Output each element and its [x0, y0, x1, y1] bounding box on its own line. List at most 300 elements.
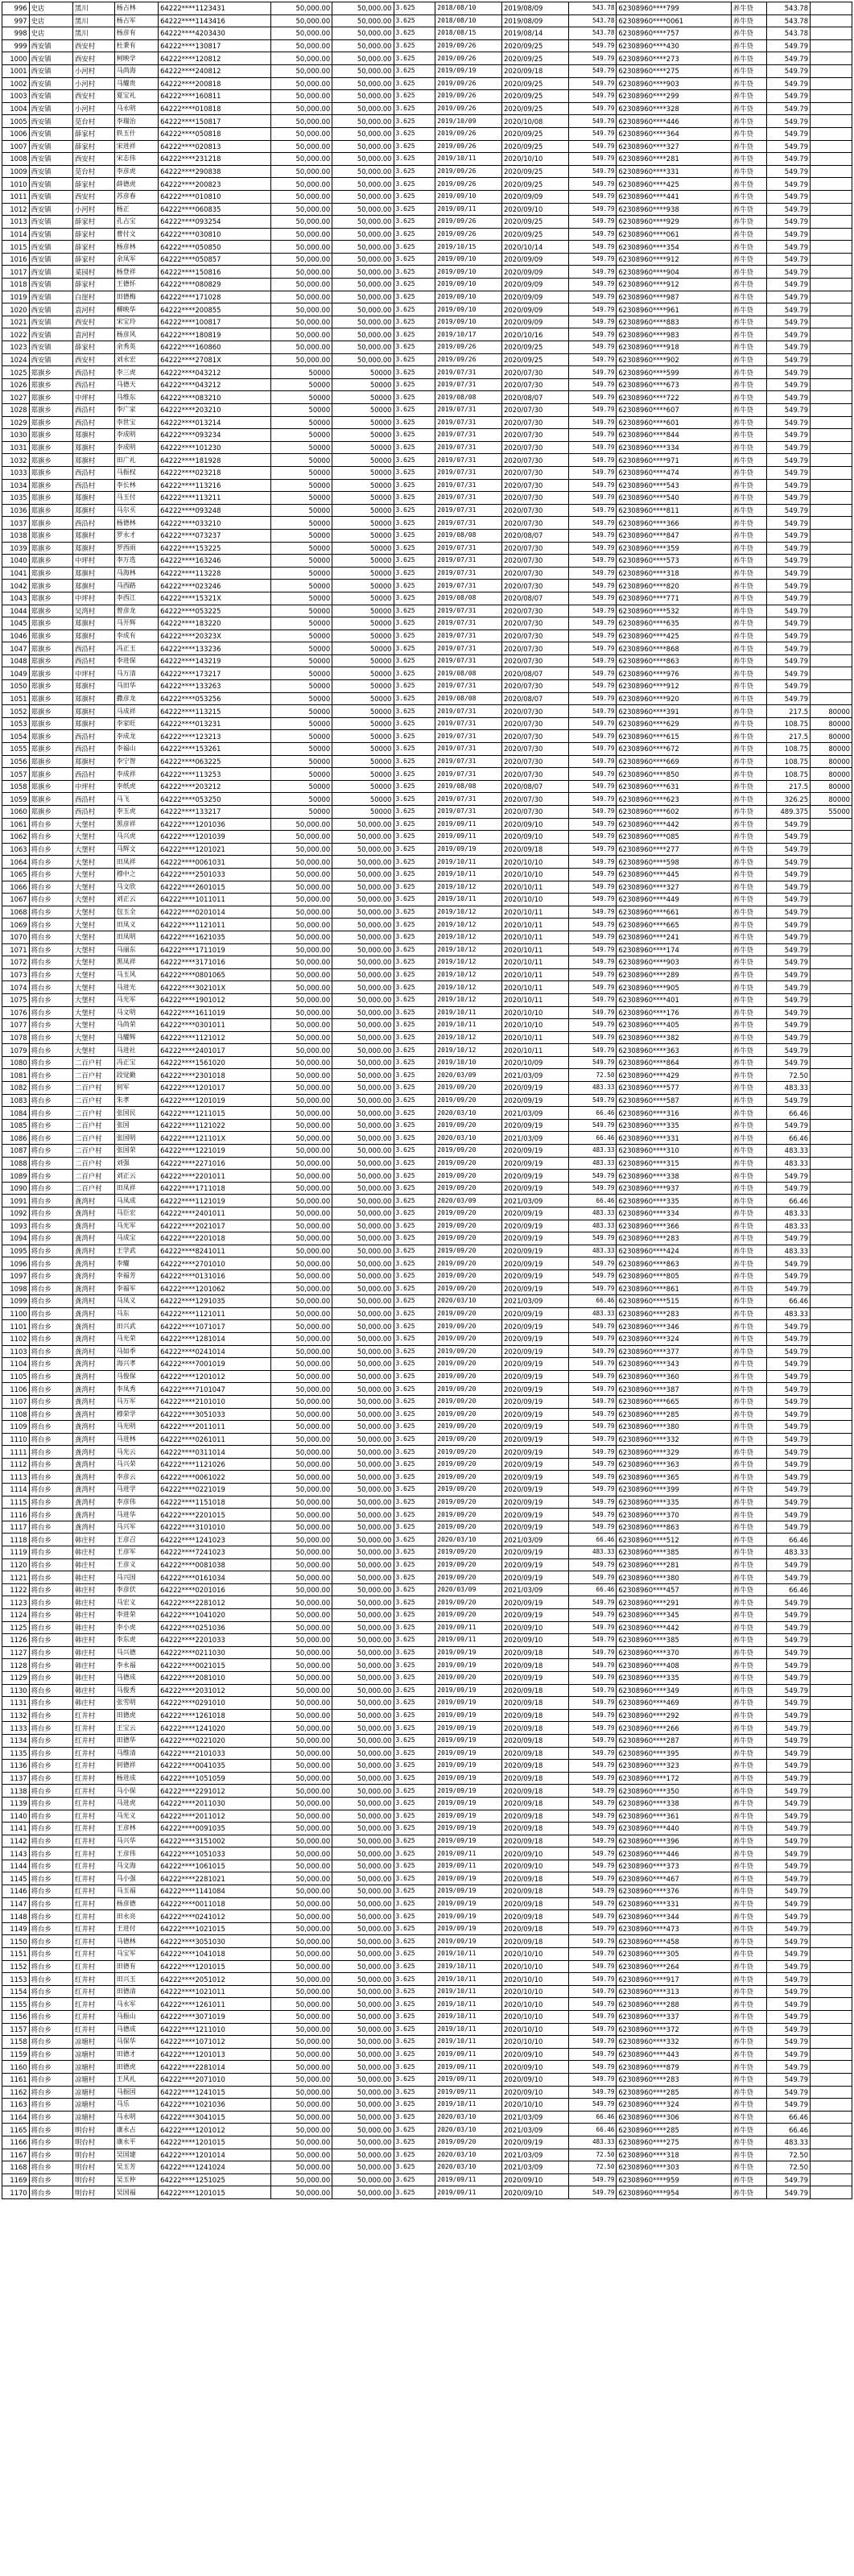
loan-end-date-cell: 2020/09/19 — [502, 1145, 569, 1158]
extra-amount-cell: 80000 — [811, 793, 852, 806]
loan-type-cell: 养牛贷 — [731, 555, 766, 568]
interest-cell: 549.79 — [568, 1358, 617, 1371]
id-number-cell: 64222****0201014 — [159, 906, 271, 919]
row-number-cell: 1119 — [2, 1546, 30, 1559]
id-number-cell: 64222****020813 — [159, 140, 271, 153]
bank-card-cell: 62308960****365 — [617, 1471, 731, 1484]
village-cell: 小河村 — [72, 203, 114, 216]
township-cell: 将台乡 — [29, 1395, 72, 1408]
interest-rate-cell: 3.625 — [394, 642, 435, 655]
loan-amount-cell: 50000 — [270, 617, 332, 630]
bank-card-cell: 62308960****820 — [617, 580, 731, 592]
extra-amount-cell — [811, 1583, 852, 1596]
loan-type-cell: 养牛贷 — [731, 429, 766, 442]
village-cell: 郑旗村 — [72, 504, 114, 517]
village-cell: 明台村 — [72, 2136, 114, 2149]
village-cell: 韩庄村 — [72, 1571, 114, 1584]
balance-cell: 50,000.00 — [332, 2161, 394, 2174]
subsidy-cell: 108.75 — [766, 717, 810, 730]
loan-start-date-cell: 2020/03/09 — [435, 1069, 502, 1082]
bank-card-cell: 62308960****401 — [617, 993, 731, 1006]
interest-cell: 483.33 — [568, 1157, 617, 1170]
table-row — [2, 1985, 852, 1998]
table-row — [2, 1760, 852, 1773]
bank-card-cell: 62308960****335 — [617, 1496, 731, 1509]
table-row — [2, 1446, 852, 1459]
id-number-cell: 64222****240812 — [159, 64, 271, 77]
extra-amount-cell — [811, 1182, 852, 1195]
interest-rate-cell: 3.625 — [394, 228, 435, 241]
borrower-name-cell: 马成宝 — [114, 1232, 158, 1245]
interest-rate-cell: 3.625 — [394, 190, 435, 203]
loan-start-date-cell: 2019/09/20 — [435, 1408, 502, 1421]
row-number-cell: 1041 — [2, 567, 30, 580]
row-number-cell: 1093 — [2, 1220, 30, 1232]
township-cell: 将台乡 — [29, 1307, 72, 1320]
subsidy-cell: 549.79 — [766, 140, 810, 153]
balance-cell: 50,000.00 — [332, 1006, 394, 1019]
extra-amount-cell — [811, 216, 852, 229]
bank-card-cell: 62308960****361 — [617, 1810, 731, 1823]
loan-amount-cell: 50000 — [270, 404, 332, 417]
extra-amount-cell — [811, 1295, 852, 1308]
id-number-cell: 64222****2301018 — [159, 1069, 271, 1082]
interest-cell: 549.79 — [568, 1722, 617, 1735]
township-cell: 将台乡 — [29, 1847, 72, 1860]
loan-type-cell: 养牛贷 — [731, 881, 766, 894]
extra-amount-cell — [811, 366, 852, 379]
loan-type-cell: 养牛贷 — [731, 1558, 766, 1571]
loan-amount-cell: 50,000.00 — [270, 1509, 332, 1521]
township-cell: 将台乡 — [29, 919, 72, 931]
bank-card-cell: 62308960****442 — [617, 1621, 731, 1634]
bank-card-cell: 62308960****385 — [617, 1634, 731, 1647]
loan-start-date-cell: 2019/09/20 — [435, 1458, 502, 1471]
loan-amount-cell: 50,000.00 — [270, 1659, 332, 1672]
loan-end-date-cell: 2020/09/10 — [502, 1847, 569, 1860]
subsidy-cell: 549.79 — [766, 216, 810, 229]
balance-cell: 50,000.00 — [332, 1332, 394, 1345]
row-number-cell: 1108 — [2, 1408, 30, 1421]
interest-cell: 549.79 — [568, 1872, 617, 1885]
loan-end-date-cell: 2020/09/18 — [502, 1747, 569, 1760]
bank-card-cell: 62308960****665 — [617, 919, 731, 931]
bank-card-cell: 62308960****354 — [617, 241, 731, 254]
interest-rate-cell: 3.625 — [394, 617, 435, 630]
bank-card-cell: 62308960****310 — [617, 1145, 731, 1158]
subsidy-cell: 483.33 — [766, 1145, 810, 1158]
village-cell: 明台村 — [72, 2161, 114, 2174]
bank-card-cell: 62308960****515 — [617, 1295, 731, 1308]
row-number-cell: 1028 — [2, 404, 30, 417]
village-cell: 红井村 — [72, 1973, 114, 1986]
interest-rate-cell: 3.625 — [394, 2161, 435, 2174]
loan-end-date-cell: 2020/10/11 — [502, 943, 569, 956]
extra-amount-cell — [811, 1697, 852, 1710]
bank-card-cell: 62308960****376 — [617, 1885, 731, 1898]
interest-rate-cell: 3.625 — [394, 1408, 435, 1421]
township-cell: 将台乡 — [29, 831, 72, 844]
balance-cell: 50,000.00 — [332, 1885, 394, 1898]
row-number-cell: 1154 — [2, 1985, 30, 1998]
loan-end-date-cell: 2020/09/09 — [502, 291, 569, 303]
township-cell: 将台乡 — [29, 1119, 72, 1132]
loan-type-cell: 养牛贷 — [731, 2061, 766, 2074]
borrower-name-cell: 穆荣学 — [114, 1408, 158, 1421]
bank-card-cell: 62308960****299 — [617, 90, 731, 103]
loan-amount-cell: 50000 — [270, 517, 332, 530]
loan-end-date-cell: 2020/09/18 — [502, 1910, 569, 1923]
loan-start-date-cell: 2019/09/26 — [435, 353, 502, 366]
borrower-name-cell: 马兴军 — [114, 1521, 158, 1534]
loan-type-cell: 养牛贷 — [731, 981, 766, 994]
balance-cell: 50,000.00 — [332, 1220, 394, 1232]
bank-card-cell: 62308960****543 — [617, 479, 731, 492]
bank-card-cell: 62308960****976 — [617, 667, 731, 680]
table-row — [2, 253, 852, 266]
row-number-cell: 1064 — [2, 856, 30, 869]
village-cell: 韩庄村 — [72, 1558, 114, 1571]
id-number-cell: 64222****130817 — [159, 39, 271, 52]
table-row — [2, 1671, 852, 1684]
borrower-name-cell: 马兴虎 — [114, 831, 158, 844]
balance-cell: 50000 — [332, 404, 394, 417]
village-cell: 西沿村 — [72, 479, 114, 492]
loan-end-date-cell: 2020/09/25 — [502, 127, 569, 140]
subsidy-cell: 108.75 — [766, 768, 810, 781]
interest-cell: 549.79 — [568, 2186, 617, 2199]
balance-cell: 50,000.00 — [332, 279, 394, 291]
table-row — [2, 1998, 852, 2011]
loan-end-date-cell: 2020/09/18 — [502, 1646, 569, 1659]
loan-start-date-cell: 2019/09/19 — [435, 1760, 502, 1773]
balance-cell: 50000 — [332, 580, 394, 592]
loan-amount-cell: 50,000.00 — [270, 2061, 332, 2074]
id-number-cell: 64222****0801065 — [159, 968, 271, 981]
loan-start-date-cell: 2019/09/20 — [435, 1119, 502, 1132]
loan-amount-cell: 50,000.00 — [270, 2036, 332, 2049]
borrower-name-cell: 马德天 — [114, 378, 158, 391]
village-cell: 西安村 — [72, 153, 114, 166]
table-row — [2, 667, 852, 680]
row-number-cell: 999 — [2, 39, 30, 52]
row-number-cell: 1155 — [2, 1998, 30, 2011]
row-number-cell: 1057 — [2, 768, 30, 781]
township-cell: 将台乡 — [29, 1810, 72, 1823]
township-cell: 将台乡 — [29, 1998, 72, 2011]
loan-amount-cell: 50,000.00 — [270, 993, 332, 1006]
township-cell: 将台乡 — [29, 1132, 72, 1145]
loan-start-date-cell: 2019/09/11 — [435, 818, 502, 831]
row-number-cell: 1136 — [2, 1760, 30, 1773]
bank-card-cell: 62308960****883 — [617, 316, 731, 328]
interest-cell: 549.79 — [568, 1458, 617, 1471]
subsidy-cell: 549.79 — [766, 617, 810, 630]
table-row — [2, 1069, 852, 1082]
bank-card-cell: 62308960****844 — [617, 429, 731, 442]
borrower-name-cell: 马文欣 — [114, 881, 158, 894]
loan-end-date-cell: 2020/09/25 — [502, 341, 569, 354]
village-cell: 二百户村 — [72, 1107, 114, 1120]
row-number-cell: 1142 — [2, 1835, 30, 1847]
subsidy-cell: 549.79 — [766, 1521, 810, 1534]
balance-cell: 50,000.00 — [332, 1897, 394, 1910]
interest-rate-cell: 3.625 — [394, 1646, 435, 1659]
loan-end-date-cell: 2020/09/19 — [502, 1446, 569, 1459]
interest-rate-cell: 3.625 — [394, 1320, 435, 1333]
loan-end-date-cell: 2020/09/25 — [502, 52, 569, 65]
interest-cell: 549.79 — [568, 768, 617, 781]
row-number-cell: 1043 — [2, 592, 30, 605]
row-number-cell: 1052 — [2, 705, 30, 718]
extra-amount-cell: 80000 — [811, 780, 852, 793]
loan-amount-cell: 50000 — [270, 542, 332, 555]
subsidy-cell: 549.79 — [766, 2023, 810, 2036]
interest-rate-cell: 3.625 — [394, 2011, 435, 2024]
id-number-cell: 64222****1201014 — [159, 2149, 271, 2161]
township-cell: 西安镇 — [29, 291, 72, 303]
loan-start-date-cell: 2019/10/17 — [435, 328, 502, 341]
id-number-cell: 64222****2291012 — [159, 1785, 271, 1798]
balance-cell: 50,000.00 — [332, 1973, 394, 1986]
table-row — [2, 1395, 852, 1408]
loan-end-date-cell: 2020/07/30 — [502, 404, 569, 417]
interest-cell: 549.79 — [568, 279, 617, 291]
id-number-cell: 64222****2401017 — [159, 1044, 271, 1057]
extra-amount-cell — [811, 529, 852, 542]
row-number-cell: 1087 — [2, 1145, 30, 1158]
loan-end-date-cell: 2020/09/18 — [502, 1797, 569, 1810]
id-number-cell: 64222****093234 — [159, 429, 271, 442]
loan-type-cell: 养牛贷 — [731, 2011, 766, 2024]
row-number-cell: 1058 — [2, 780, 30, 793]
loan-end-date-cell: 2020/08/07 — [502, 667, 569, 680]
township-cell: 将台乡 — [29, 2086, 72, 2099]
loan-amount-cell: 50,000.00 — [270, 2011, 332, 2024]
township-cell: 西安镇 — [29, 127, 72, 140]
interest-rate-cell: 3.625 — [394, 1785, 435, 1798]
village-cell: 凉塘村 — [72, 2111, 114, 2124]
row-number-cell: 1025 — [2, 366, 30, 379]
row-number-cell: 1013 — [2, 216, 30, 229]
bank-card-cell: 62308960****331 — [617, 1897, 731, 1910]
township-cell: 将台乡 — [29, 1659, 72, 1672]
interest-rate-cell: 3.625 — [394, 1145, 435, 1158]
loan-start-date-cell: 2019/09/20 — [435, 1433, 502, 1446]
table-row — [2, 1245, 852, 1257]
interest-cell: 549.79 — [568, 366, 617, 379]
extra-amount-cell — [811, 1847, 852, 1860]
borrower-name-cell: 黑彦祥 — [114, 818, 158, 831]
subsidy-cell: 549.79 — [766, 1408, 810, 1421]
loan-type-cell: 养牛贷 — [731, 1082, 766, 1095]
interest-rate-cell: 3.625 — [394, 717, 435, 730]
subsidy-cell: 326.25 — [766, 793, 810, 806]
village-cell: 大堡村 — [72, 931, 114, 943]
loan-type-cell: 养牛贷 — [731, 743, 766, 756]
id-number-cell: 64222****053225 — [159, 605, 271, 617]
interest-rate-cell: 3.625 — [394, 868, 435, 881]
bank-card-cell: 62308960****174 — [617, 943, 731, 956]
balance-cell: 50,000.00 — [332, 291, 394, 303]
row-number-cell: 1038 — [2, 529, 30, 542]
township-cell: 将台乡 — [29, 818, 72, 831]
interest-cell: 549.79 — [568, 1998, 617, 2011]
interest-cell: 549.79 — [568, 441, 617, 454]
balance-cell: 50,000.00 — [332, 2149, 394, 2161]
interest-cell: 549.79 — [568, 642, 617, 655]
loan-start-date-cell: 2019/10/12 — [435, 943, 502, 956]
interest-cell: 549.79 — [568, 492, 617, 505]
loan-start-date-cell: 2019/09/11 — [435, 2061, 502, 2074]
village-cell: 红井村 — [72, 1772, 114, 1785]
row-number-cell: 1010 — [2, 178, 30, 191]
loan-type-cell: 养牛贷 — [731, 630, 766, 642]
extra-amount-cell — [811, 190, 852, 203]
extra-amount-cell — [811, 617, 852, 630]
subsidy-cell: 549.79 — [766, 1571, 810, 1584]
extra-amount-cell — [811, 14, 852, 27]
village-cell: 薛家村 — [72, 341, 114, 354]
subsidy-cell: 549.79 — [766, 1697, 810, 1710]
bank-card-cell: 62308960****395 — [617, 1747, 731, 1760]
bank-card-cell: 62308960****329 — [617, 1446, 731, 1459]
table-row — [2, 630, 852, 642]
balance-cell: 50000 — [332, 605, 394, 617]
township-cell: 西安镇 — [29, 64, 72, 77]
bank-card-cell: 62308960****904 — [617, 266, 731, 279]
loan-end-date-cell: 2020/07/30 — [502, 492, 569, 505]
id-number-cell: 64222****1071012 — [159, 2036, 271, 2049]
loan-amount-cell: 50000 — [270, 605, 332, 617]
balance-cell: 50,000.00 — [332, 1195, 394, 1208]
interest-cell: 549.79 — [568, 1282, 617, 1295]
table-row — [2, 755, 852, 768]
row-number-cell: 1092 — [2, 1208, 30, 1220]
loan-type-cell: 养牛贷 — [731, 1646, 766, 1659]
extra-amount-cell — [811, 1307, 852, 1320]
table-row — [2, 77, 852, 90]
bank-card-cell: 62308960****337 — [617, 2011, 731, 2024]
loan-end-date-cell: 2020/09/19 — [502, 1269, 569, 1282]
loan-type-cell: 养牛贷 — [731, 14, 766, 27]
extra-amount-cell — [811, 1722, 852, 1735]
id-number-cell: 64222****0221019 — [159, 1484, 271, 1496]
borrower-name-cell: 马文海 — [114, 1860, 158, 1872]
loan-amount-cell: 50000 — [270, 680, 332, 693]
loan-type-cell: 养牛贷 — [731, 1835, 766, 1847]
interest-cell: 543.78 — [568, 27, 617, 40]
balance-cell: 50,000.00 — [332, 856, 394, 869]
loan-end-date-cell: 2020/09/09 — [502, 253, 569, 266]
subsidy-cell: 549.79 — [766, 692, 810, 705]
loan-end-date-cell: 2020/07/30 — [502, 768, 569, 781]
table-row — [2, 279, 852, 291]
balance-cell: 50,000.00 — [332, 1797, 394, 1810]
loan-start-date-cell: 2019/09/20 — [435, 1182, 502, 1195]
loan-start-date-cell: 2019/09/20 — [435, 1157, 502, 1170]
village-cell: 大堡村 — [72, 919, 114, 931]
loan-amount-cell: 50,000.00 — [270, 1383, 332, 1396]
township-cell: 郑旗乡 — [29, 617, 72, 630]
village-cell: 菜园村 — [72, 266, 114, 279]
loan-amount-cell: 50,000.00 — [270, 1734, 332, 1747]
loan-start-date-cell: 2019/07/31 — [435, 366, 502, 379]
subsidy-cell: 549.79 — [766, 517, 810, 530]
interest-rate-cell: 3.625 — [394, 279, 435, 291]
loan-amount-cell: 50,000.00 — [270, 1885, 332, 1898]
bank-card-cell: 62308960****323 — [617, 1760, 731, 1773]
interest-cell: 549.79 — [568, 1609, 617, 1622]
bank-card-cell: 62308960****903 — [617, 956, 731, 969]
table-row — [2, 216, 852, 229]
balance-cell: 50,000.00 — [332, 831, 394, 844]
borrower-name-cell: 杨占林 — [114, 2, 158, 15]
village-cell: 中坪村 — [72, 592, 114, 605]
village-cell: 薛家村 — [72, 216, 114, 229]
township-cell: 将台乡 — [29, 968, 72, 981]
township-cell: 郑旗乡 — [29, 768, 72, 781]
balance-cell: 50,000.00 — [332, 228, 394, 241]
loan-type-cell: 养牛贷 — [731, 717, 766, 730]
row-number-cell: 1049 — [2, 667, 30, 680]
loan-end-date-cell: 2020/10/11 — [502, 906, 569, 919]
bank-card-cell: 62308960****327 — [617, 881, 731, 894]
township-cell: 西安镇 — [29, 266, 72, 279]
loan-amount-cell: 50000 — [270, 667, 332, 680]
extra-amount-cell — [811, 1885, 852, 1898]
loan-end-date-cell: 2020/09/19 — [502, 1596, 569, 1609]
row-number-cell: 1149 — [2, 1922, 30, 1935]
loan-amount-cell: 50,000.00 — [270, 1132, 332, 1145]
extra-amount-cell — [811, 303, 852, 316]
table-row — [2, 919, 852, 931]
bank-card-cell: 62308960****288 — [617, 1998, 731, 2011]
interest-rate-cell: 3.625 — [394, 1484, 435, 1496]
bank-card-cell: 62308960****971 — [617, 454, 731, 467]
table-row — [2, 1082, 852, 1095]
village-cell: 红井村 — [72, 1998, 114, 2011]
interest-cell: 549.79 — [568, 2086, 617, 2099]
village-cell: 大堡村 — [72, 1006, 114, 1019]
bank-card-cell: 62308960****879 — [617, 2061, 731, 2074]
borrower-name-cell: 吴国福 — [114, 2186, 158, 2199]
township-cell: 西安镇 — [29, 228, 72, 241]
table-row — [2, 1772, 852, 1785]
balance-cell: 50,000.00 — [332, 968, 394, 981]
balance-cell: 50,000.00 — [332, 328, 394, 341]
township-cell: 西安镇 — [29, 178, 72, 191]
row-number-cell: 1107 — [2, 1395, 30, 1408]
extra-amount-cell — [811, 2161, 852, 2174]
borrower-name-cell: 李万选 — [114, 555, 158, 568]
loan-amount-cell: 50,000.00 — [270, 1395, 332, 1408]
interest-rate-cell: 3.625 — [394, 165, 435, 178]
id-number-cell: 64222****3101010 — [159, 1521, 271, 1534]
table-row — [2, 2136, 852, 2149]
balance-cell: 50000 — [332, 504, 394, 517]
subsidy-cell: 549.79 — [766, 1370, 810, 1383]
loan-start-date-cell: 2019/07/31 — [435, 705, 502, 718]
balance-cell: 50,000.00 — [332, 1408, 394, 1421]
id-number-cell: 64222****153261 — [159, 743, 271, 756]
interest-rate-cell: 3.625 — [394, 831, 435, 844]
interest-cell: 549.79 — [568, 567, 617, 580]
row-number-cell: 1027 — [2, 391, 30, 404]
loan-end-date-cell: 2021/03/09 — [502, 1132, 569, 1145]
borrower-name-cell: 李纸虎 — [114, 780, 158, 793]
loan-end-date-cell: 2020/09/18 — [502, 1935, 569, 1948]
